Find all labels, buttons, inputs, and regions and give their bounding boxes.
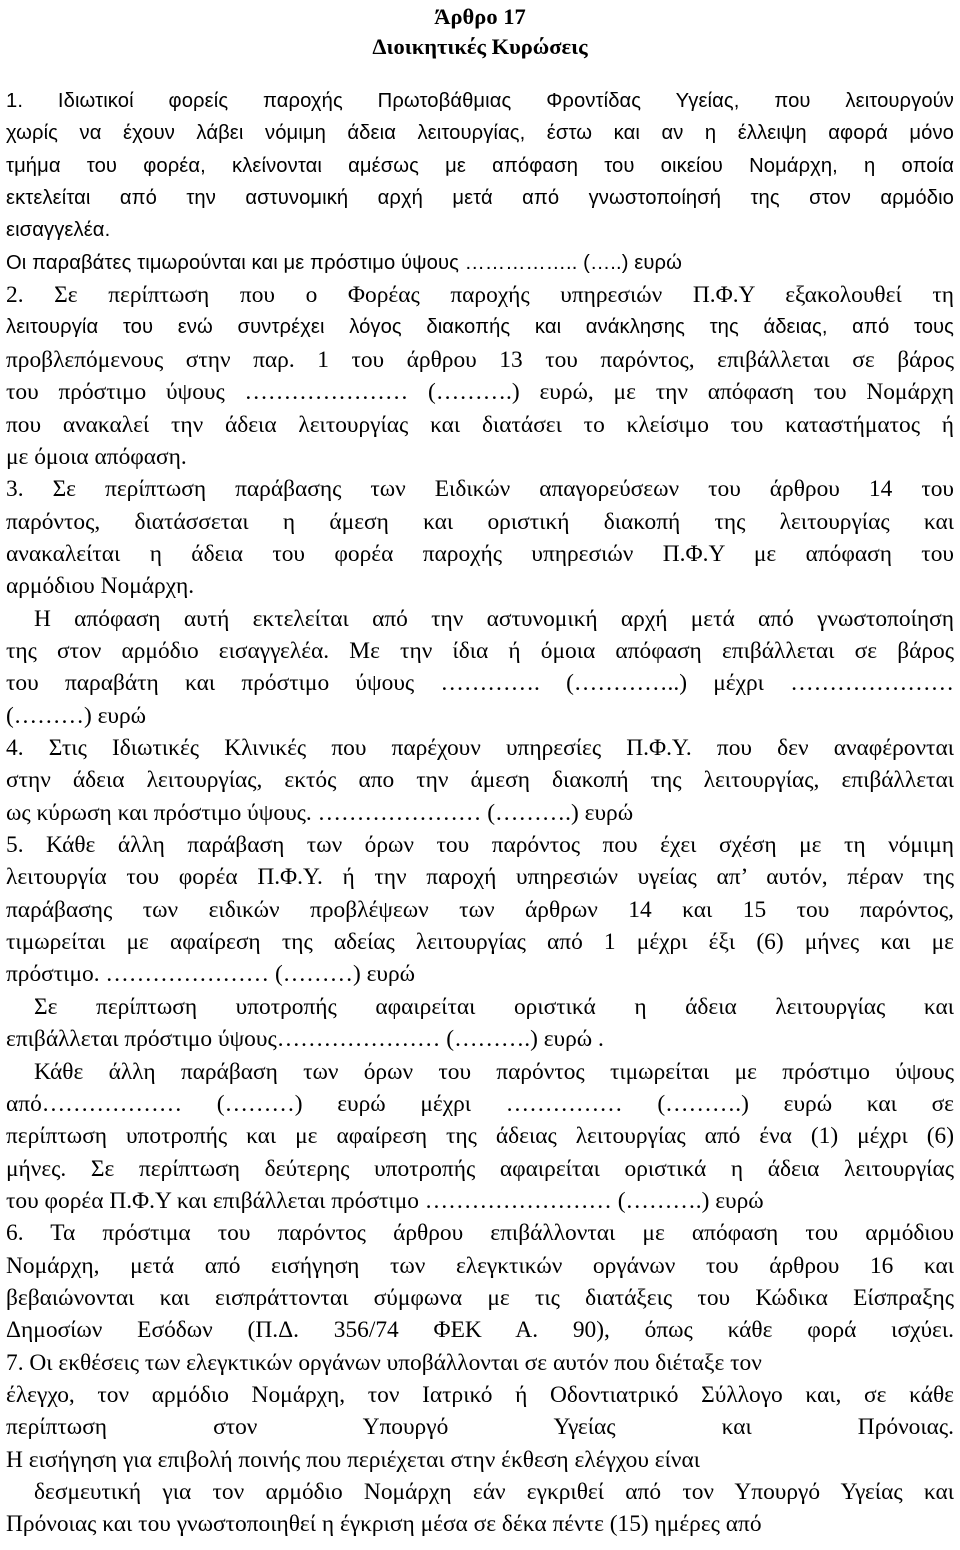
- text-line: αρμόδιου Νομάρχη.: [6, 573, 195, 600]
- text-line: τιμωρείται με αφαίρεση της αδείας λειτουργίας από 1 μέχρι έξι (6) μήνες και με: [6, 929, 954, 956]
- text-line: Δημοσίων Εσόδων (Π.Δ. 356/74 ΦΕΚ Α. 90), όπως κάθε φορά ισχύει.: [6, 1317, 954, 1344]
- text-line: επιβάλλεται πρόστιμο ύψους………………… (……….) ευρώ .: [6, 1026, 604, 1053]
- text-line: 1. Ιδιωτικοί φορείς παροχής Πρωτοβάθμιας Φροντίδας Υγείας, που λειτουργούν: [6, 90, 954, 112]
- text-line: του παραβάτη και πρόστιμο ύψους …………. (…………..) μέχρι …………………: [6, 670, 954, 697]
- text-line: 2. Σε περίπτωση που ο Φορέας παροχής υπηρεσιών Π.Φ.Υ εξακολουθεί τη: [6, 282, 954, 309]
- text-line: Κάθε άλλη παράβαση των όρων του παρόντος τιμωρείται με πρόστιμο ύψους: [34, 1058, 954, 1085]
- text-line: λειτουργία του φορέα Π.Φ.Υ. ή την παροχή υπηρεσιών υγείας απ’ αυτόν, πέραν της: [6, 864, 954, 891]
- text-line: 7. Οι εκθέσεις των ελεγκτικών οργάνων υποβάλλονται σε αυτόν που διέταξε τον: [6, 1349, 762, 1376]
- text-line: Η εισήγηση για επιβολή ποινής που περιέχεται στην έκθεση ελέγχου είναι: [6, 1446, 701, 1473]
- text-line: της στον αρμόδιο εισαγγελέα. Με την ίδια ή όμοια απόφαση επιβάλλεται σε βάρος: [6, 637, 954, 664]
- text-line: εκτελείται από την αστυνομική αρχή μετά από γνωστοποίησή της στον αρμόδιο: [6, 187, 954, 210]
- text-line: ανακαλείται η άδεια του φορέα παροχής υπηρεσιών Π.Φ.Υ με απόφαση του: [6, 540, 954, 567]
- text-line: Σε περίπτωση υποτροπής αφαιρείται οριστικά η άδεια λειτουργίας και: [34, 993, 954, 1020]
- text-line: ως κύρωση και πρόστιμο ύψους. ………………… (……….) ευρώ: [6, 799, 634, 826]
- text-line: μήνες. Σε περίπτωση δεύτερης υποτροπής αφαιρείται οριστικά η άδεια λειτουργίας: [6, 1155, 954, 1182]
- text-line: δεσμευτική για τον αρμόδιο Νομάρχη εάν εγκριθεί από τον Υπουργό Υγείας και: [34, 1479, 954, 1506]
- text-line: που ανακαλεί την άδεια λειτουργίας και διατάσει το κλείσιμο του καταστήματος ή: [6, 411, 954, 438]
- article-title: Άρθρο 17: [434, 4, 526, 29]
- text-line: με όμοια απόφαση.: [6, 443, 187, 470]
- text-line: 4. Στις Ιδιωτικές Κλινικές που παρέχουν υπηρεσίες Π.Φ.Υ. που δεν αναφέρονται: [6, 735, 954, 761]
- text-line: από……………… (………) ευρώ μέχρι …………… (……….) ευρώ και σε: [6, 1090, 954, 1117]
- text-line: βεβαιώνονται και εισπράττονται σύμφωνα με τις διατάξεις του Κώδικα Είσπραξης: [6, 1284, 954, 1311]
- text-line: προβλεπόμενους στην παρ. 1 του άρθρου 13 του παρόντος, επιβάλλεται σε βάρος: [6, 346, 954, 373]
- text-line: 3. Σε περίπτωση παράβασης των Ειδικών απαγορεύσεων του άρθρου 14 του: [6, 476, 954, 503]
- text-line: Η απόφαση αυτή εκτελείται από την αστυνομική αρχή μετά από γνωστοποίηση: [34, 605, 954, 632]
- text-line: Νομάρχη, μετά από εισήγηση των ελεγκτικών οργάνων του άρθρου 16 και: [6, 1252, 954, 1279]
- text-line: 5. Κάθε άλλη παράβαση των όρων του παρόντος που έχει σχέση με τη νόμιμη: [6, 832, 954, 859]
- text-line: 6. Τα πρόστιμα του παρόντος άρθρου επιβάλλονται με απόφαση του αρμόδιου: [6, 1220, 954, 1247]
- text-line: παρόντος, διατάσσεται η άμεση και οριστική διακοπή της λειτουργίας και: [6, 508, 954, 535]
- text-line: έλεγχο, τον αρμόδιο Νομάρχη, τον Ιατρικό ή Οδοντιατρικό Σύλλογο και, σε κάθε: [6, 1382, 954, 1408]
- text-line: του φορέα Π.Φ.Υ και επιβάλλεται πρόστιμο …………………… (……….) ευρώ: [6, 1187, 764, 1214]
- text-line: Οι παραβάτες τιμωρούνται και με πρόστιμο ύψους …………….. (…..) ευρώ: [6, 251, 682, 274]
- text-line: χωρίς να έχουν λάβει νόμιμη άδεια λειτουργίας, έστω και αν η έλλειψη αφορά μόνο: [6, 122, 954, 145]
- text-line: εισαγγελέα.: [6, 219, 111, 242]
- text-line: Πρόνοιας και του γνωστοποιηθεί η έγκριση μέσα σε δέκα πέντε (15) ημέρες από: [6, 1511, 762, 1538]
- text-line: του πρόστιμο ύψους ………………… (……….) ευρώ, με την απόφαση του Νομάρχη: [6, 379, 954, 406]
- text-line: λειτουργία του ενώ συντρέχει λόγος διακοπής και ανάκλησης της άδειας, από τους: [6, 316, 954, 339]
- text-line: στην άδεια λειτουργίας, εκτός απο την άμεση διακοπή της λειτουργίας, επιβάλλεται: [6, 767, 954, 794]
- text-line: παράβασης των ειδικών προβλέψεων των άρθρων 14 και 15 του παρόντος,: [6, 896, 954, 923]
- text-line: περίπτωση στον Υπουργό Υγείας και Πρόνοιας.: [6, 1414, 954, 1441]
- text-line: περίπτωση υποτροπής και με αφαίρεση της άδειας λειτουργίας από ένα (1) μέχρι (6): [6, 1123, 954, 1150]
- article-subtitle: Διοικητικές Κυρώσεις: [372, 34, 588, 59]
- text-line: (………) ευρώ: [6, 702, 147, 729]
- text-line: πρόστιμο. ………………… (………) ευρώ: [6, 961, 416, 988]
- text-line: τμήμα του φορέα, κλείνονται αμέσως με απόφαση του οικείου Νομάρχη, η οποία: [6, 154, 954, 177]
